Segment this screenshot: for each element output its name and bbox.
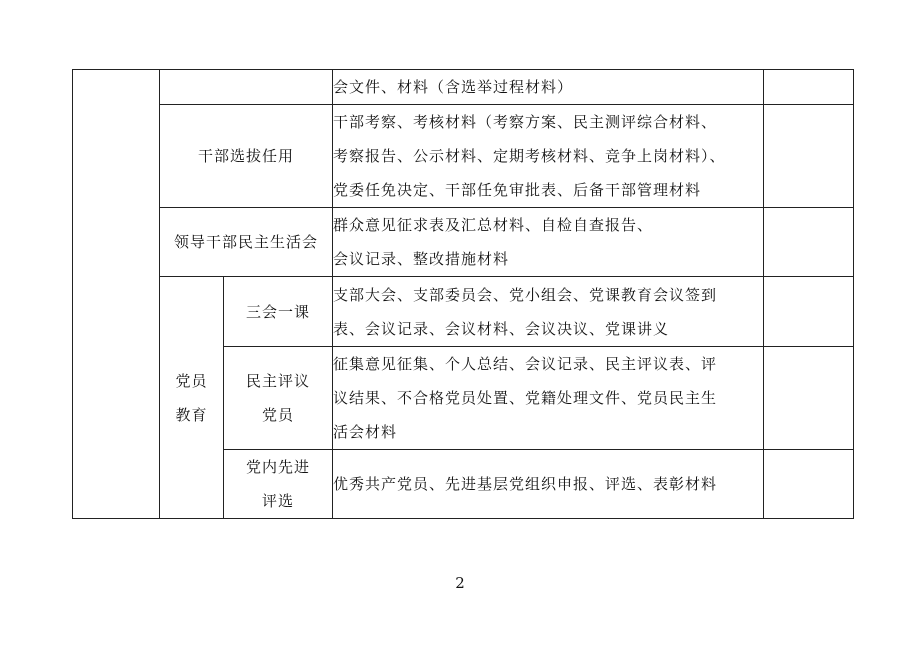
- right-blank-cell: [764, 105, 854, 208]
- subcategory-label: 党内先进: [245, 458, 310, 476]
- content-line: 考察报告、公示材料、定期考核材料、竞争上岗材料）、: [333, 147, 726, 165]
- table-row: [73, 277, 854, 347]
- subcategory-cell: [224, 277, 333, 347]
- category-label: 干部选拔任用: [197, 147, 294, 165]
- subcategory-label: 三会一课: [245, 302, 310, 321]
- category-cell: [160, 105, 333, 208]
- subcategory-cell: [224, 450, 333, 519]
- right-blank-cell: [764, 208, 854, 277]
- right-blank-cell: [764, 277, 854, 347]
- content-cell: [333, 105, 764, 208]
- records-table: [72, 69, 854, 519]
- content-line: 征集意见征集、个人总结、会议记录、民主评议表、评: [333, 355, 718, 373]
- content-line: 党委任免决定、干部任免审批表、后备干部管理材料: [333, 181, 702, 199]
- content-line: 会议记录、整改措施材料: [333, 250, 510, 268]
- content-line: 优秀共产党员、先进基层党组织申报、评选、表彰材料: [333, 475, 718, 493]
- content-cell: [333, 347, 764, 450]
- category-cell-empty: [160, 70, 333, 105]
- right-blank-cell: [764, 450, 854, 519]
- right-blank-cell: [764, 70, 854, 105]
- right-blank-cell: [764, 347, 854, 450]
- category-label: 领导干部民主生活会: [173, 233, 318, 251]
- content-cell: [333, 208, 764, 277]
- group-label-line: 党员: [175, 371, 208, 390]
- content-cell: [333, 277, 764, 347]
- category-cell: [160, 208, 333, 277]
- content-cell: [333, 70, 764, 105]
- content-line: 群众意见征求表及汇总材料、自检自查报告、: [333, 216, 654, 234]
- content-cell: [333, 450, 764, 519]
- content-line: 干部考察、考核材料（考察方案、民主测评综合材料、: [333, 113, 718, 131]
- content-line: 活会材料: [333, 423, 398, 441]
- table-row: [73, 105, 854, 208]
- content-line: 议结果、不合格党员处置、党籍处理文件、党员民主生: [333, 389, 718, 407]
- subcategory-label: 党员: [261, 406, 294, 424]
- table-row: [73, 70, 854, 105]
- group-category-cell: [160, 277, 224, 519]
- page-number: 2: [455, 574, 465, 592]
- subcategory-label: 民主评议: [245, 372, 310, 390]
- subcategory-cell: [224, 347, 333, 450]
- table-row: [73, 208, 854, 277]
- content-line: 支部大会、支部委员会、党小组会、党课教育会议签到: [333, 285, 718, 304]
- group-label-line: 教育: [175, 405, 208, 424]
- subcategory-label: 评选: [261, 492, 294, 510]
- content-line: 会文件、材料（含选举过程材料）: [333, 78, 574, 96]
- content-line: 表、会议记录、会议材料、会议决议、党课讲义: [333, 319, 670, 338]
- left-blank-cell: [73, 70, 160, 519]
